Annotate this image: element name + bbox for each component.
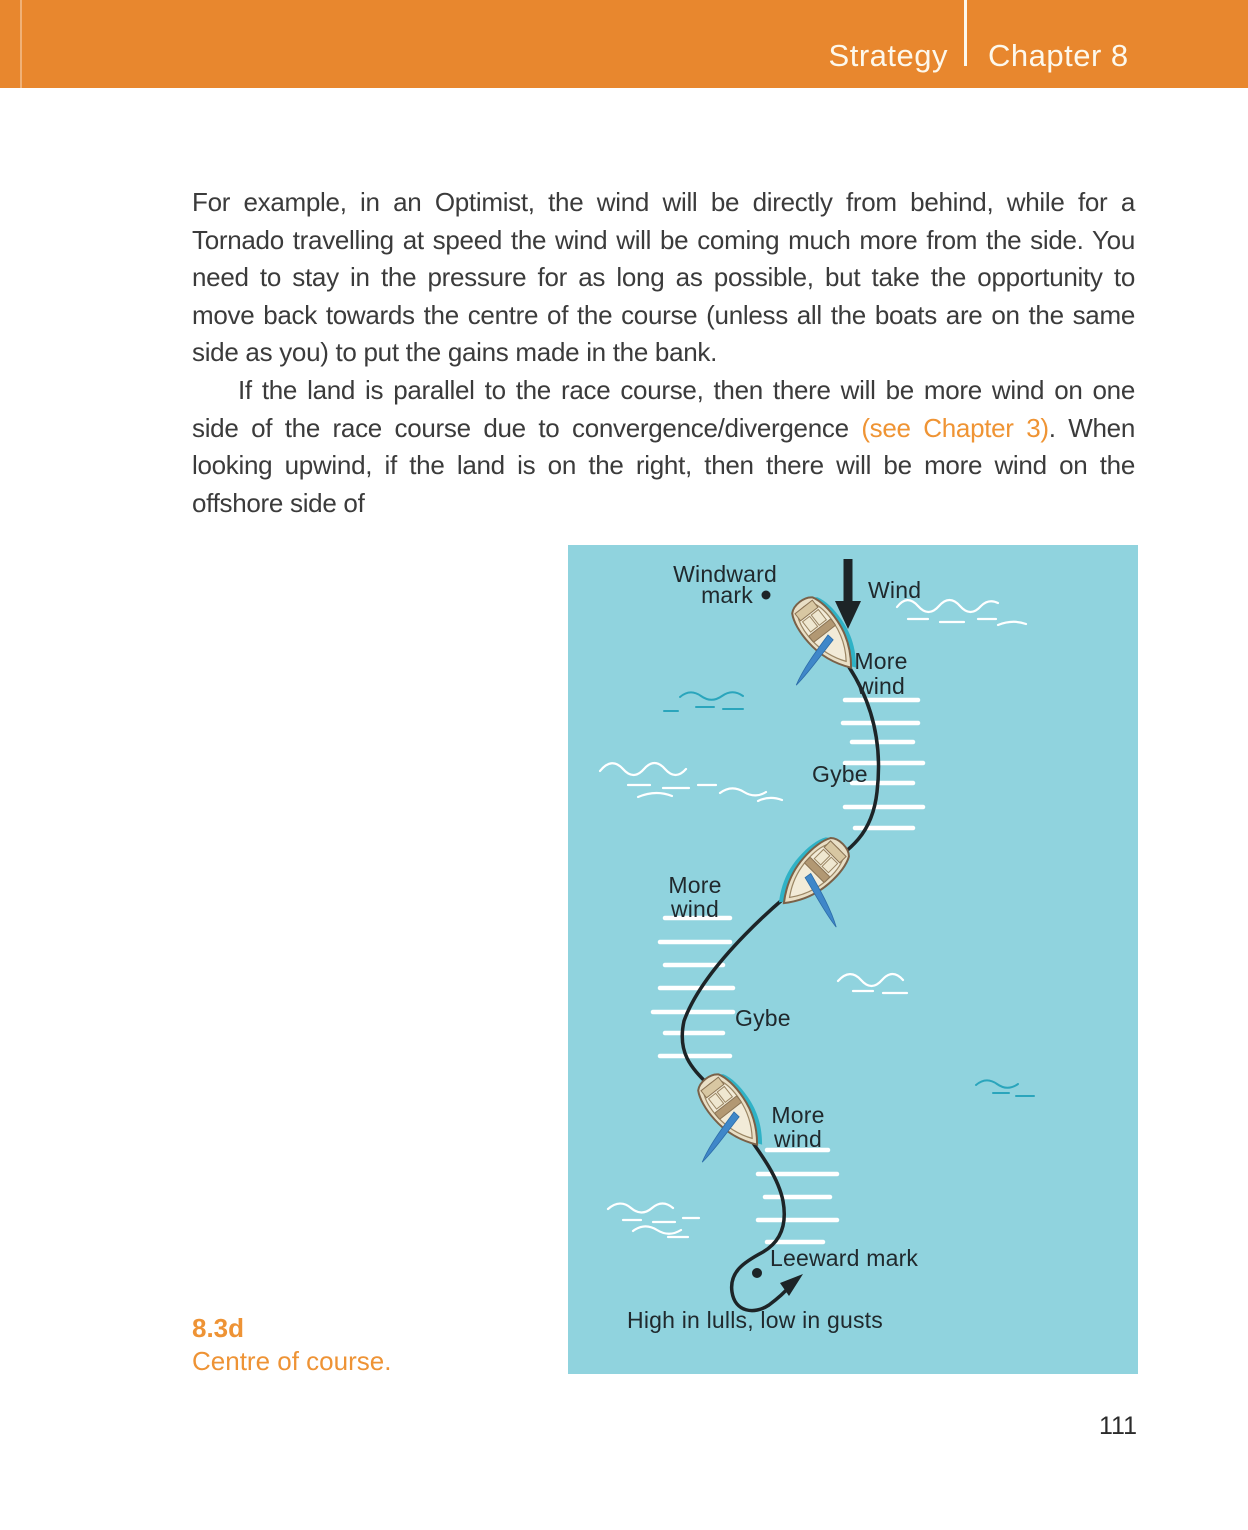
paragraph-2-text-after: . When looking upwind, if the land is on the right, then there will be more wind on the offshore side of xyxy=(192,412,1135,518)
page-number: 111 xyxy=(1098,1412,1137,1440)
more-wind-label: wind xyxy=(773,1126,823,1152)
windward-mark-label: Windward xyxy=(673,561,777,587)
teal-wave-icon xyxy=(976,1080,1034,1096)
wave-icon xyxy=(897,600,1026,625)
body-text xyxy=(192,184,1135,522)
windward-mark-dot xyxy=(762,591,771,600)
figure-number: 8.3d xyxy=(192,1313,245,1343)
teal-wave-icon xyxy=(664,692,743,711)
leeward-mark-dot xyxy=(752,1268,762,1278)
paragraph-2 xyxy=(192,372,1135,522)
header-divider xyxy=(964,0,967,66)
gust-lines xyxy=(758,1150,837,1242)
figure-caption-text: Centre of course. xyxy=(192,1346,392,1376)
chapter-title: Chapter 8 xyxy=(988,38,1129,73)
more-wind-label: More xyxy=(668,872,722,898)
lulls-gusts-label: High in lulls, low in gusts xyxy=(627,1307,883,1333)
chapter-reference-link[interactable]: (see Chapter 3) xyxy=(861,412,1049,443)
spine-line xyxy=(20,0,22,88)
boat-icon xyxy=(766,828,881,943)
chapter-header-bar xyxy=(0,0,1248,88)
section-title: Strategy xyxy=(828,38,948,73)
wind-label: Wind xyxy=(868,577,922,603)
figure-caption xyxy=(192,1312,391,1378)
gust-lines xyxy=(653,918,733,1056)
more-wind-label: wind xyxy=(856,673,906,699)
wave-icon xyxy=(600,763,782,801)
wave-icon xyxy=(608,1204,699,1238)
gybe-label: Gybe xyxy=(735,1005,791,1031)
paragraph-2-text: If the land is parallel to the race course, then there will be more wind on one side of the race course due to convergence/divergence xyxy=(192,374,1135,443)
course-diagram xyxy=(568,545,1138,1374)
more-wind-label: wind xyxy=(670,896,720,922)
boat-icon xyxy=(663,1065,776,1180)
windward-mark-label: mark xyxy=(701,582,753,608)
more-wind-label: More xyxy=(771,1102,825,1128)
gybe-label: Gybe xyxy=(812,761,868,787)
wave-icon xyxy=(838,974,907,993)
leeward-mark-label: Leeward mark xyxy=(770,1245,919,1271)
paragraph-1: For example, in an Optimist, the wind will be directly from behind, while for a Tornado travelling at speed the wind will be coming much more from the side. You need to stay in the pressure for as long as possible, but take the opportunity to move back towards the centre of the course (unless all the boats are on the same side as you) to put the gains made in the bank. xyxy=(192,187,1135,368)
more-wind-label: More xyxy=(854,648,908,674)
